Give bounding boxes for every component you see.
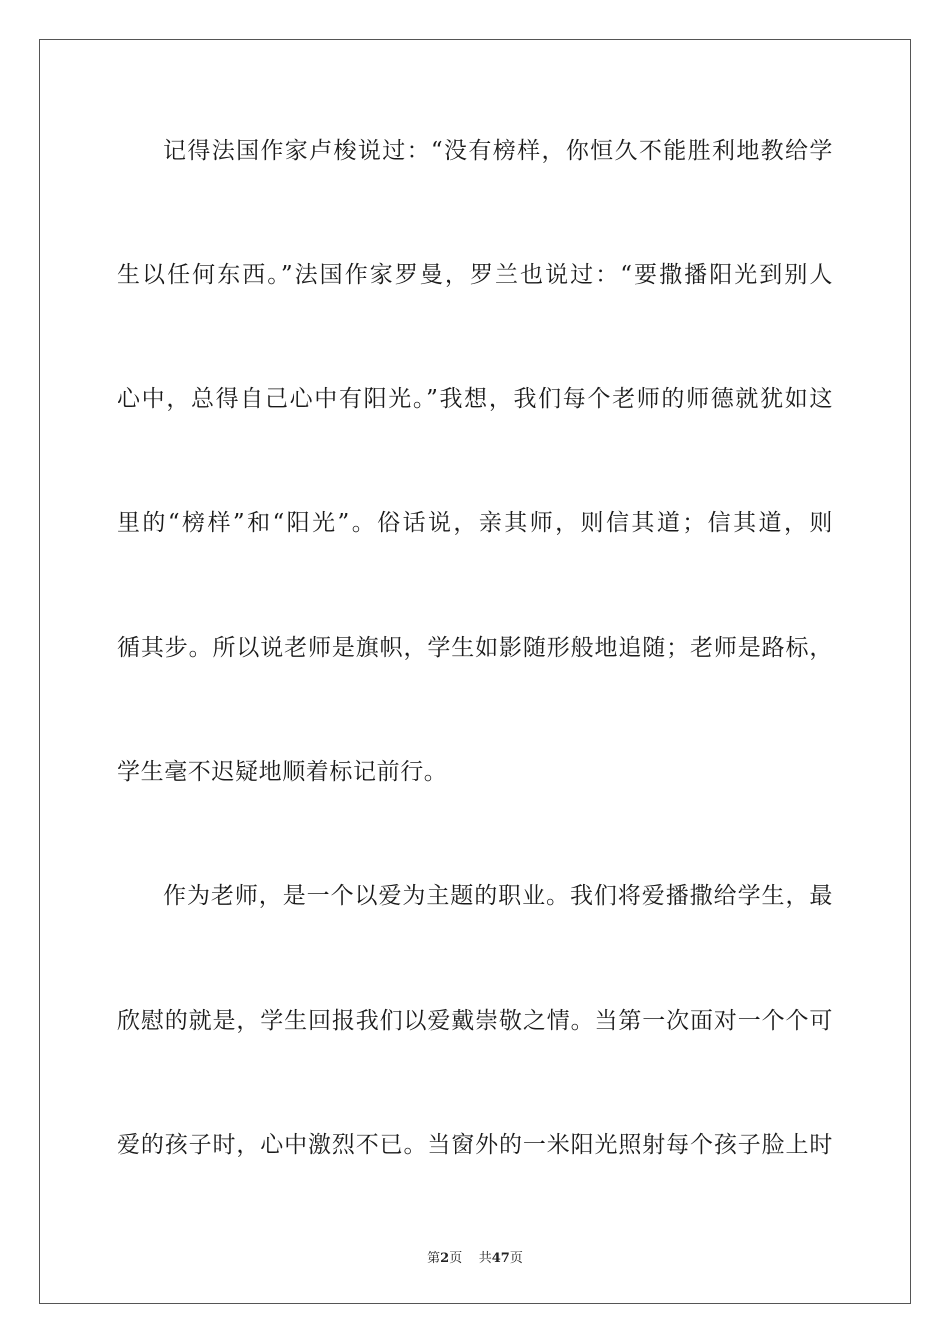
footer-total-prefix: 共 bbox=[478, 1251, 492, 1266]
paragraph-1-line-3: 心中，总得自己心中有阳光。”我想，我们每个老师的师德就犹如这 bbox=[117, 386, 833, 412]
paragraph-1-line-1: 记得法国作家卢梭说过：“没有榜样，你恒久不能胜利地教给学 bbox=[163, 138, 833, 164]
paragraph-1-line-2: 生以任何东西。”法国作家罗曼，罗兰也说过：“要撒播阳光到别人 bbox=[117, 262, 833, 288]
footer-total-suffix: 页 bbox=[509, 1251, 523, 1266]
paragraph-2-line-3: 爱的孩子时，心中激烈不已。当窗外的一米阳光照射每个孩子脸上时 bbox=[117, 1132, 833, 1158]
paragraph-1-line-5: 循其步。所以说老师是旗帜，学生如影随形般地追随；老师是路标， bbox=[117, 635, 833, 661]
page-frame bbox=[39, 39, 911, 1304]
paragraph-2-line-2: 欣慰的就是，学生回报我们以爱戴崇敬之情。当第一次面对一个个可 bbox=[117, 1008, 833, 1034]
footer-page-number: 2 bbox=[440, 1251, 450, 1266]
paragraph-1-line-4: 里的“榜样”和“阳光”。俗话说，亲其师，则信其道；信其道，则 bbox=[117, 510, 833, 536]
page-footer bbox=[0, 1247, 950, 1266]
paragraph-2-line-1: 作为老师，是一个以爱为主题的职业。我们将爱播撒给学生，最 bbox=[163, 883, 833, 909]
footer-page-prefix: 第 bbox=[427, 1251, 441, 1266]
paragraph-1-line-6: 学生毫不迟疑地顺着标记前行。 bbox=[117, 759, 448, 785]
footer-page-suffix: 页 bbox=[449, 1251, 463, 1266]
footer-total-pages: 47 bbox=[491, 1251, 510, 1266]
